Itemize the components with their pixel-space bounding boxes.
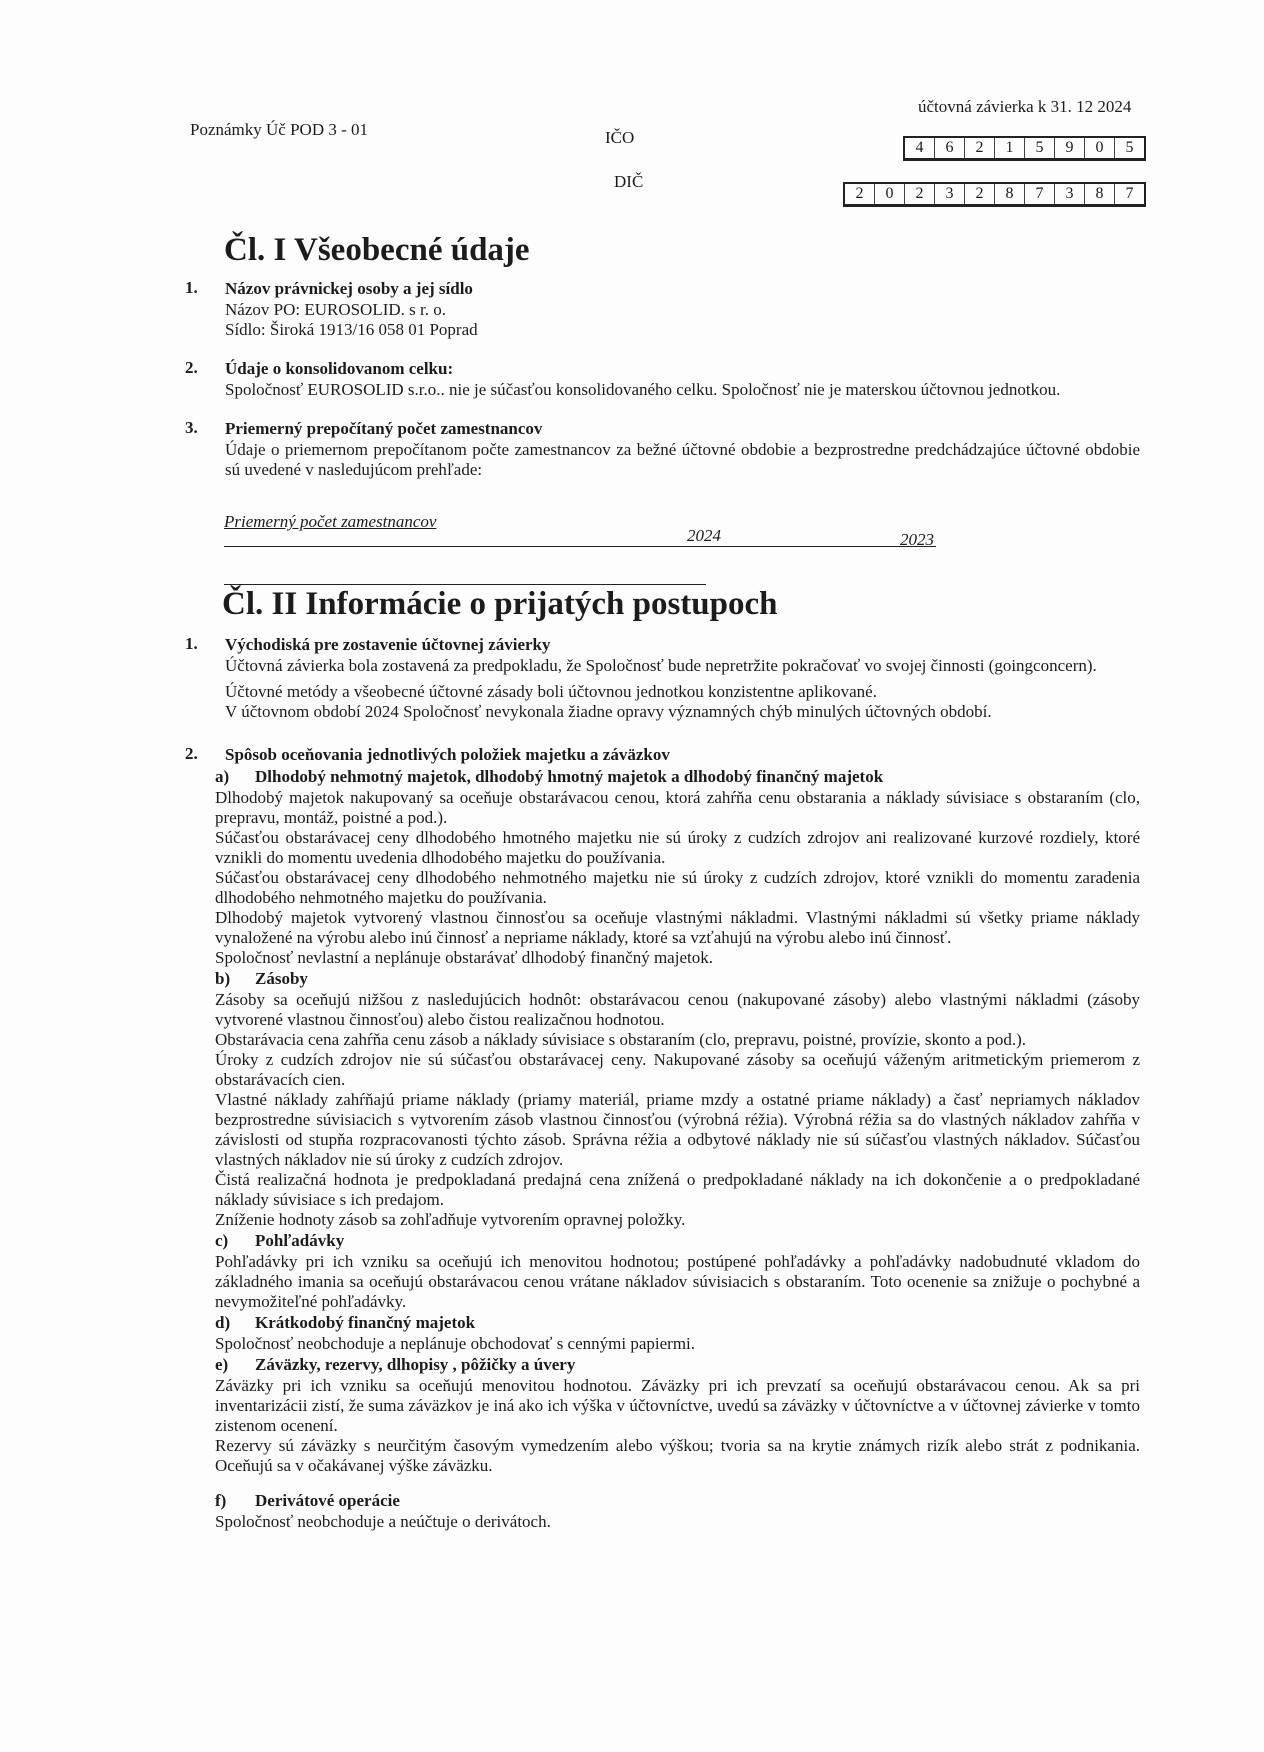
- subsection-title: [215, 1490, 1140, 1512]
- paragraph: Dlhodobý majetok nakupovaný sa oceňuje obstarávacou cenou, ktorá zahŕňa cenu obstarania a náklady súvisiace s obstaraním (clo, prepravu, montáž, poistné a pod.).: [215, 788, 1140, 827]
- item-number: 1.: [185, 634, 198, 653]
- dic-digit: 8: [995, 184, 1025, 204]
- employee-col-2024: 2024: [687, 526, 721, 545]
- ico-digit: 5: [1125, 139, 1134, 156]
- section1-heading: Čl. I Všeobecné údaje: [224, 232, 530, 268]
- paragraph: Súčasťou obstarávacej ceny dlhodobého hmotného majetku nie sú úroky z cudzích zdrojov ani realizované kurzové rozdiely, ktoré vznikli do momentu uvedenia dlhodobého majetku do používania.: [215, 828, 1140, 867]
- section1-items: [180, 278, 1140, 480]
- item-text: Údaje o priemernom prepočítanom počte zamestnancov za bežné účtovné obdobie a bezprostredne predchádzajúce účtovné obdobie sú uvedené v nasledujúcom prehľade:: [225, 440, 1140, 479]
- subsection-title: [215, 1354, 1140, 1376]
- subsection-title: [215, 1230, 1140, 1252]
- paragraph: Rezervy sú záväzky s neurčitým časovým vymedzením alebo výškou; tvoria sa na krytie známych rizík alebo strát z podnikania. Oceňujú sa v očakávanej výške záväzku.: [215, 1436, 1140, 1475]
- dic-digit: 2: [965, 184, 995, 204]
- dic-digit: 0: [875, 184, 905, 204]
- dic-digit: 8: [1085, 184, 1115, 204]
- list-item: [180, 278, 1140, 340]
- subsection-name: Pohľadávky: [255, 1231, 345, 1250]
- dic-digit: 7: [1025, 184, 1055, 204]
- ico-digit: 4: [905, 138, 935, 158]
- ico-label: IČO: [605, 128, 635, 147]
- subsection-title: [215, 766, 1140, 788]
- dic-digit: 2: [905, 184, 935, 204]
- subsection-name: Záväzky, rezervy, dlhopisy , pôžičky a úvery: [255, 1355, 576, 1374]
- subsection-letter: b): [215, 969, 231, 988]
- subsection-name: Zásoby: [255, 969, 308, 988]
- divider: [224, 584, 706, 585]
- dic-digit: 2: [845, 184, 875, 204]
- item-text: Sídlo: Široká 1913/16 058 01 Poprad: [225, 320, 478, 339]
- ico-digit: 1: [995, 138, 1025, 158]
- paragraph: Vlastné náklady zahŕňajú priame náklady (priamy materiál, priame mzdy a ostatné priame náklady) a časť nepriamych nákladov bezprostredne súvisiacich s vytvorením zásob vlastnou činnosťou (výrobná réžia). Výrobná réžia sa do vlastných nákladov zahŕňa v závislosti od stupňa rozpracovanosti týchto zásob. Správna réžia a odbytové náklady nie sú súčasťou vlastných nákladov. Súčasťou vlastných nákladov nie sú úroky z cudzích zdrojov.: [215, 1090, 1140, 1169]
- paragraph: V účtovnom období 2024 Spoločnosť nevykonala žiadne opravy významných chýb minulých účtovných období.: [225, 702, 992, 721]
- section2-items: [180, 634, 1140, 1532]
- subsection-title: [215, 968, 1140, 990]
- subsection-body: [215, 1376, 1140, 1476]
- subsection-body: [215, 1334, 1140, 1354]
- period-label: účtovná závierka k 31. 12 2024: [918, 97, 1132, 116]
- employee-col-2023: 2023: [900, 530, 934, 549]
- item-title: Názov právnickej osoby a jej sídlo: [225, 279, 473, 298]
- item-title: Východiská pre zostavenie účtovnej závierky: [225, 635, 551, 654]
- dic-digit: 3: [935, 184, 965, 204]
- item-number: 2.: [185, 744, 198, 763]
- dic-label: DIČ: [614, 172, 644, 191]
- subsection-letter: d): [215, 1313, 231, 1332]
- subsection-body: [215, 990, 1140, 1230]
- paragraph: Zníženie hodnoty zásob sa zohľadňuje vytvorením opravnej položky.: [215, 1210, 686, 1229]
- subsection-name: Krátkodobý finančný majetok: [255, 1313, 476, 1332]
- item-text: Spoločnosť EUROSOLID s.r.o.. nie je súčasťou konsolidovaného celku. Spoločnosť nie je materskou účtovnou jednotkou.: [225, 380, 1061, 399]
- paragraph: Spoločnosť neobchoduje a neúčtuje o derivátoch.: [215, 1512, 551, 1531]
- dic-digit: 3: [1055, 184, 1085, 204]
- item-title: Údaje o konsolidovanom celku:: [225, 359, 454, 378]
- subsection-body: [215, 788, 1140, 968]
- paragraph: Súčasťou obstarávacej ceny dlhodobého nehmotného majetku nie sú úroky z cudzích zdrojov, ktoré vznikli do momentu zaradenia dlhodobého nehmotného majetku do používania.: [215, 868, 1140, 907]
- subsection-letter: c): [215, 1231, 229, 1250]
- paragraph: Účtovné metódy a všeobecné účtovné zásady boli účtovnou jednotkou konzistentne aplikované.: [225, 682, 877, 701]
- subsection-body: [215, 1252, 1140, 1312]
- paragraph: Spoločnosť neobchoduje a neplánuje obchodovať s cennými papiermi.: [215, 1334, 696, 1353]
- paragraph: Dlhodobý majetok vytvorený vlastnou činnosťou sa oceňuje vlastnými nákladmi. Vlastnými nákladmi sú všetky priame náklady vynaložené na výrobu alebo inú činnosť a nepriame náklady, ktoré sa vzťahujú na výrobu alebo inú činnosť.: [215, 908, 1140, 947]
- item-number: 1.: [185, 278, 198, 297]
- list-item: [180, 634, 1140, 722]
- subsection-letter: e): [215, 1355, 229, 1374]
- list-item: [180, 358, 1140, 400]
- paragraph: Pohľadávky pri ich vzniku sa oceňujú ich menovitou hodnotou; postúpené pohľadávky a pohľadávky nadobudnuté vkladom do základného imania sa oceňujú obstarávacou cenou vrátane nákladov súvisiacich s obstaraním. Toto ocenenie sa znižuje o pochybné a nevymožiteľné pohľadávky.: [215, 1252, 1140, 1311]
- item-number: 3.: [185, 418, 198, 437]
- ico-digit: 0: [1085, 138, 1115, 158]
- item-title: Spôsob oceňovania jednotlivých položiek majetku a záväzkov: [225, 745, 670, 764]
- subsection-body: [215, 1512, 1140, 1532]
- paragraph: Účtovná závierka bola zostavená za predpokladu, že Spoločnosť bude nepretržite pokračovať vo svojej činnosti (goingconcern).: [225, 656, 1097, 675]
- subsection-letter: f): [215, 1491, 227, 1510]
- subsection-name: Dlhodobý nehmotný majetok, dlhodobý hmotný majetok a dlhodobý finančný majetok: [255, 767, 884, 786]
- section2-heading: Čl. II Informácie o prijatých postupoch: [222, 586, 778, 622]
- paragraph: Spoločnosť nevlastní a neplánuje obstarávať dlhodobý finančný majetok.: [215, 948, 713, 967]
- ico-digit: 6: [935, 138, 965, 158]
- ico-boxes: [903, 136, 1146, 161]
- ico-digit: 2: [965, 138, 995, 158]
- dic-digit: 7: [1125, 185, 1134, 202]
- subsection-letter: a): [215, 767, 230, 786]
- subsection-title: [215, 1312, 1140, 1334]
- subsection-name: Derivátové operácie: [255, 1491, 400, 1510]
- item-text: Názov PO: EUROSOLID. s r. o.: [225, 300, 446, 319]
- ico-digit: 9: [1055, 138, 1085, 158]
- ico-digit: 5: [1025, 138, 1055, 158]
- paragraph: Záväzky pri ich vzniku sa oceňujú menovitou hodnotou. Záväzky pri ich prevzatí sa oceňujú obstarávacou cenou. Ak sa pri inventarizácii zistí, že suma záväzkov je iná ako ich výška v účtovníctve, uvedú sa záväzky v účtovníctve a v účtovnej závierke v tomto zistenom ocenení.: [215, 1376, 1140, 1435]
- item-number: 2.: [185, 358, 198, 377]
- dic-boxes: [843, 182, 1146, 207]
- form-code: Poznámky Úč POD 3 - 01: [190, 120, 369, 139]
- paragraph: Úroky z cudzích zdrojov nie sú súčasťou obstarávacej ceny. Nakupované zásoby sa oceňujú váženým aritmetickým priemerom z obstarávacích cien.: [215, 1050, 1140, 1089]
- paragraph: Obstarávacia cena zahŕňa cenu zásob a náklady súvisiace s obstaraním (clo, prepravu, poistné, provízie, skonto a pod.).: [215, 1030, 1026, 1049]
- employee-table-label: Priemerný počet zamestnancov: [224, 512, 437, 531]
- list-item: [180, 744, 1140, 1532]
- paragraph: Zásoby sa oceňujú nižšou z nasledujúcich hodnôt: obstarávacou cenou (nakupované zásoby) alebo vlastnými nákladmi (zásoby vytvorené vlastnou činnosťou) alebo čistou realizačnou hodnotou.: [215, 990, 1140, 1029]
- paragraph: Čistá realizačná hodnota je predpokladaná predajná cena znížená o predpokladané náklady na ich dokončenie a o predpokladané náklady súvisiace s ich predajom.: [215, 1170, 1140, 1209]
- item-title: Priemerný prepočítaný počet zamestnancov: [225, 419, 543, 438]
- employee-table: [224, 512, 936, 547]
- list-item: [180, 418, 1140, 480]
